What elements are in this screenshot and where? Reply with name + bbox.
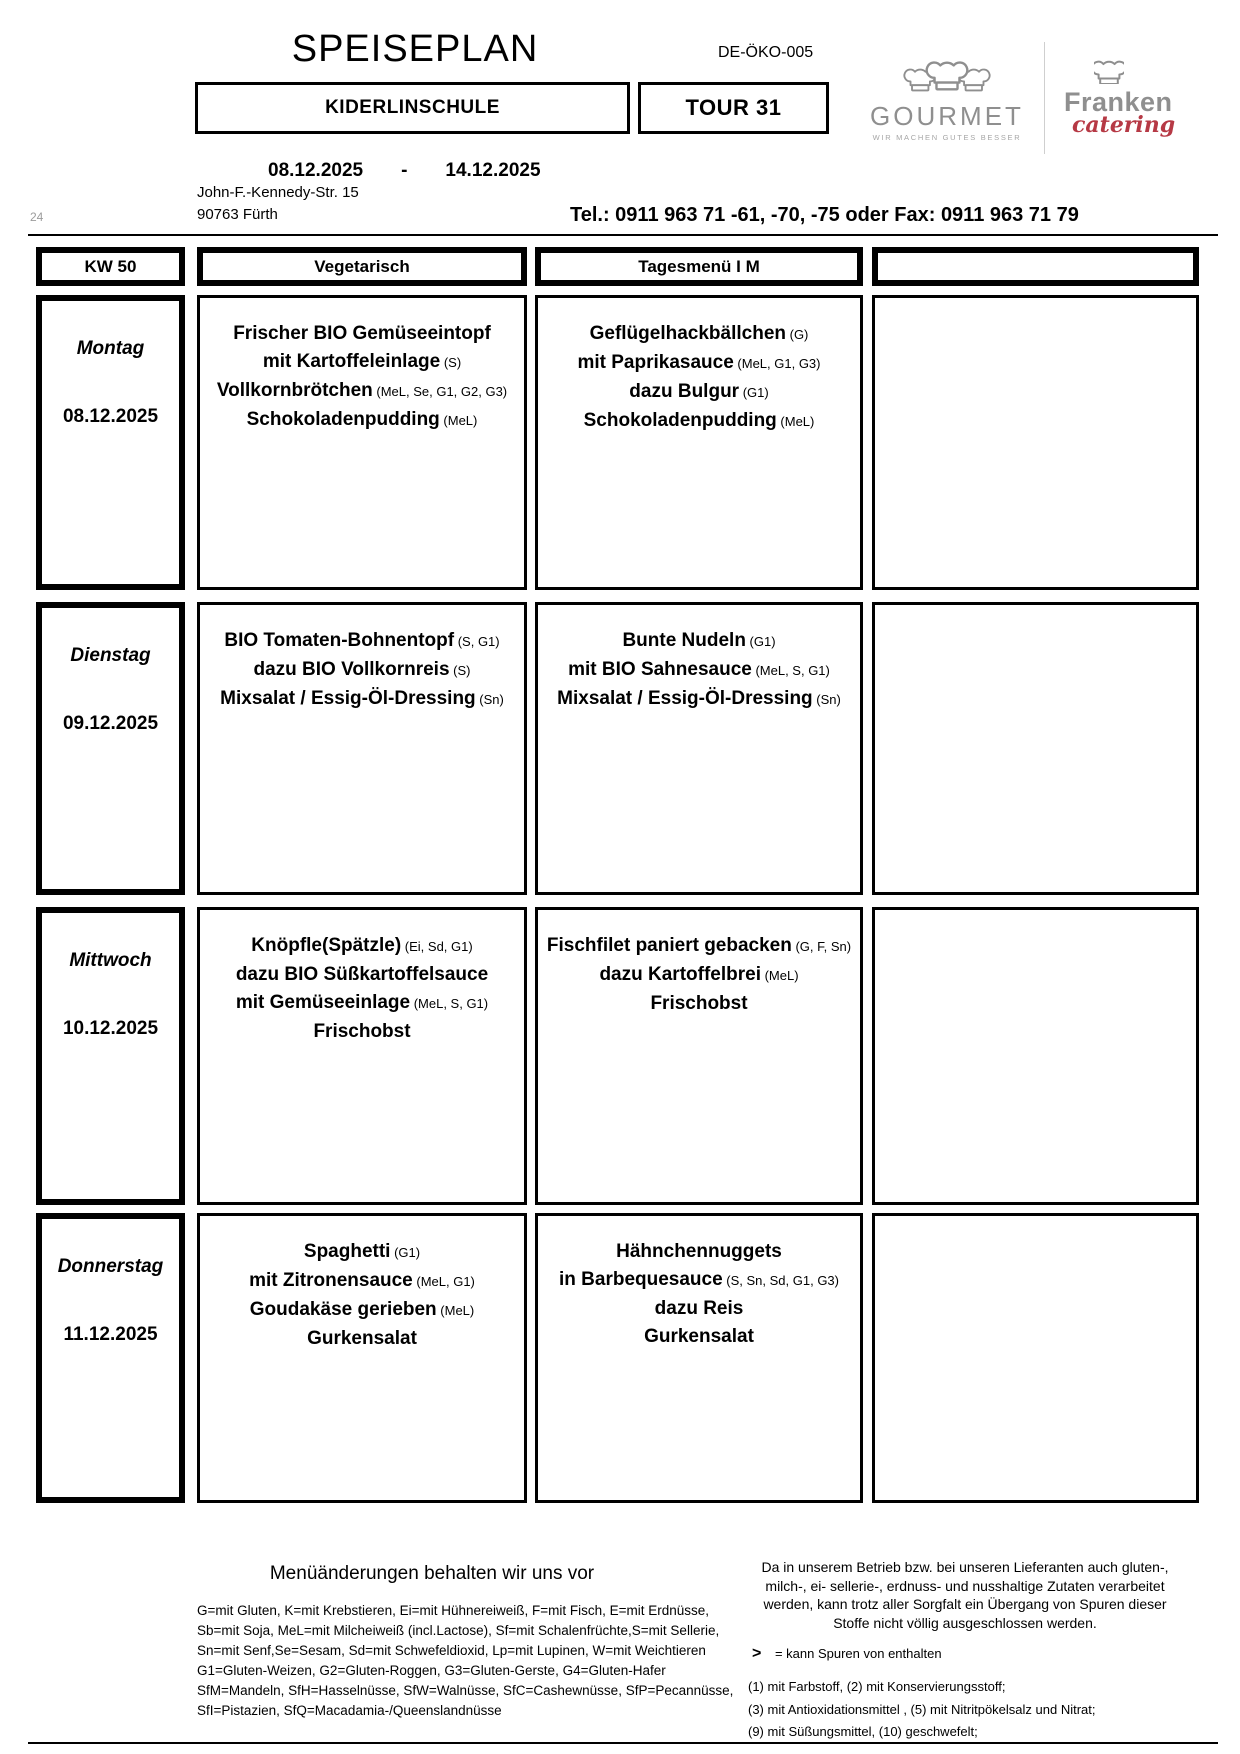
day-name: Mittwoch — [69, 950, 152, 971]
legend-line: G1=Gluten-Weizen, G2=Gluten-Roggen, G3=Gluten-Gerste, G4=Gluten-Hafer — [197, 1663, 666, 1678]
gourmet-tagline: WIR MACHEN GUTES BESSER — [872, 133, 1022, 142]
dish-text: dazu BIO Süßkartoffelsauce — [235, 964, 489, 985]
allergen-code: (G, F, Sn) — [791, 939, 852, 954]
catering-wordmark: catering — [1072, 112, 1176, 138]
dish-text: Goudakäse gerieben — [249, 1299, 437, 1320]
menu-line — [208, 348, 516, 377]
dish-text: Schokoladenpudding — [246, 409, 440, 430]
tagesmenu-cell — [535, 295, 863, 590]
tour-label: TOUR 31 — [685, 95, 782, 120]
dish-text: Gurkensalat — [307, 1328, 417, 1349]
trace-note-text: = kann Spuren von enthalten — [774, 1646, 942, 1661]
menu-line — [546, 627, 852, 656]
menu-line — [208, 1267, 516, 1296]
menu-line — [546, 320, 852, 349]
column-header-1: KW 50 — [36, 247, 185, 286]
dish-text: Knöpfle(Spätzle) — [251, 935, 402, 956]
dish-text: Geflügelhackbällchen — [589, 323, 786, 344]
gourmet-wordmark: GOURMET — [870, 101, 1024, 131]
tagesmenu-cell — [535, 602, 863, 895]
menu-line — [546, 1323, 852, 1351]
dish-text: Mixsalat / Essig-Öl-Dressing — [220, 688, 476, 709]
address-line2: 90763 Fürth — [197, 206, 278, 223]
day-name: Dienstag — [70, 645, 151, 666]
menu-line — [546, 378, 852, 407]
vegetarisch-cell — [197, 907, 527, 1205]
legend-line: SfI=Pistazien, SfQ=Macadamia-/Queenslandnüsse — [197, 1703, 502, 1718]
day-date: 09.12.2025 — [62, 713, 159, 734]
franken-wordmark: Franken — [1064, 87, 1173, 117]
column-header-2: Vegetarisch — [197, 247, 527, 286]
trace-note — [752, 1645, 942, 1663]
menu-line — [208, 1238, 516, 1267]
menu-line — [208, 406, 516, 435]
notice-line: Stoffe nicht völlig ausgeschlossen werden. — [833, 1614, 1097, 1631]
allergen-code: (G1) — [390, 1245, 421, 1260]
legend-line: Sn=mit Senf,Se=Sesam, Sd=mit Schwefeldioxid, Lp=mit Lupinen, W=mit Weichtieren — [197, 1643, 706, 1658]
allergen-code: (S) — [440, 355, 462, 370]
menu-line — [546, 961, 852, 990]
vegetarisch-cell — [197, 1213, 527, 1503]
vegetarisch-cell — [197, 602, 527, 895]
allergen-legend — [197, 1601, 733, 1721]
dish-text: mit Paprikasauce — [577, 352, 734, 373]
legend-line: Sb=mit Soja, MeL=mit Milcheiweiß (incl.Lactose), Sf=mit Schalenfrüchte,S=mit Sellerie, — [197, 1623, 720, 1638]
legend-line: G=mit Gluten, K=mit Krebstieren, Ei=mit Hühnereiweiß, F=mit Fisch, E=mit Erdnüsse, — [197, 1603, 710, 1618]
dish-text: dazu Kartoffelbrei — [599, 964, 761, 985]
additive-line: (3) mit Antioxidationsmittel , (5) mit Nitritpökelsalz und Nitrat; — [748, 1701, 1096, 1717]
allergen-code: (MeL) — [760, 968, 799, 983]
menu-changes-note: Menüänderungen behalten wir uns vor — [269, 1563, 595, 1584]
dish-text: Fischfilet paniert gebacken — [546, 935, 792, 956]
column-header-3: Tagesmenü I M — [535, 247, 863, 286]
dish-text: Spaghetti — [303, 1241, 391, 1262]
empty-cell — [872, 602, 1199, 895]
tagesmenu-cell — [535, 907, 863, 1205]
menu-line — [208, 377, 516, 406]
allergen-code: (MeL, Se, G1, G2, G3) — [372, 384, 508, 399]
menu-line — [546, 1238, 852, 1266]
dish-text: Frischer BIO Gemüseeintopf — [233, 323, 491, 344]
notice-line: Da in unserem Betrieb bzw. bei unseren Lieferanten auch gluten-, — [761, 1559, 1169, 1575]
dish-text: mit BIO Sahnesauce — [568, 659, 752, 680]
dish-text: dazu BIO Vollkornreis — [253, 659, 450, 680]
allergen-code: (G) — [786, 327, 809, 342]
menu-line — [208, 961, 516, 989]
allergen-code: (MeL, S, G1) — [410, 996, 489, 1011]
menu-line — [208, 932, 516, 961]
dish-text: mit Kartoffeleinlage — [262, 351, 441, 372]
additive-line: (9) mit Süßungsmittel, (10) geschwefelt; — [748, 1724, 978, 1739]
vegetarisch-cell — [197, 295, 527, 590]
allergen-code: (MeL, S, G1) — [751, 663, 830, 678]
dish-text: Frischobst — [313, 1021, 411, 1042]
dish-text: dazu Reis — [654, 1298, 744, 1319]
greater-than-icon: > — [752, 1645, 762, 1662]
day-cell — [36, 1213, 185, 1503]
additives-legend — [748, 1676, 1096, 1744]
dish-text: Schokoladenpudding — [583, 410, 777, 431]
eco-label: DE-ÖKO-005 — [718, 44, 814, 61]
menu-line — [208, 627, 516, 656]
allergen-code: (Sn) — [812, 692, 841, 707]
dish-text: Vollkornbrötchen — [216, 380, 373, 401]
allergen-code: (MeL) — [436, 1303, 475, 1318]
day-name: Montag — [76, 338, 145, 359]
dish-text: Hähnchennuggets — [616, 1241, 782, 1262]
page-number: 24 — [30, 210, 44, 224]
dish-text: mit Gemüseeinlage — [235, 992, 411, 1013]
allergen-code: (S) — [449, 663, 471, 678]
menu-line — [546, 685, 852, 714]
menu-line — [546, 656, 852, 685]
day-cell — [36, 295, 185, 590]
menu-line — [208, 685, 516, 714]
day-cell — [36, 907, 185, 1205]
dish-text: BIO Tomaten-Bohnentopf — [224, 630, 455, 651]
notice-line: milch-, ei- sellerie-, erdnuss- und nusshaltige Zutaten verarbeitet — [765, 1577, 1165, 1594]
menu-line — [546, 932, 852, 961]
allergen-code: (Ei, Sd, G1) — [401, 939, 473, 954]
school-name: KIDERLINSCHULE — [325, 97, 500, 118]
day-name: Donnerstag — [57, 1256, 164, 1277]
day-date: 08.12.2025 — [62, 406, 159, 427]
notice-line: werden, kann trotz aller Sorgfalt ein Übergang von Spuren dieser — [763, 1596, 1167, 1612]
allergen-code: (MeL, G1, G3) — [733, 356, 821, 371]
menu-line — [546, 990, 852, 1018]
additive-line: (1) mit Farbstoff, (2) mit Konservierungsstoff; — [748, 1679, 1006, 1694]
menu-line — [546, 1266, 852, 1295]
dish-text: Frischobst — [650, 993, 748, 1014]
menu-line — [208, 1296, 516, 1325]
empty-cell — [872, 295, 1199, 590]
page-title: SPEISEPLAN — [291, 28, 539, 70]
tagesmenu-cell — [535, 1213, 863, 1503]
menu-line — [208, 656, 516, 685]
allergen-code: (G1) — [745, 634, 776, 649]
legend-line: SfM=Mandeln, SfH=Hasselnüsse, SfW=Walnüsse, SfC=Cashewnüsse, SfP=Pecannüsse, — [197, 1683, 734, 1698]
dish-text: Bunte Nudeln — [622, 630, 746, 651]
allergen-code: (G1) — [739, 385, 769, 400]
menu-line — [208, 1018, 516, 1046]
address-line1: John-F.-Kennedy-Str. 15 — [197, 184, 359, 201]
allergen-code: (Sn) — [475, 692, 504, 707]
day-cell — [36, 602, 185, 895]
empty-cell — [872, 1213, 1199, 1503]
date-to: 14.12.2025 — [445, 160, 541, 181]
menu-line — [208, 320, 516, 348]
allergen-code: (MeL) — [439, 413, 478, 428]
day-date: 10.12.2025 — [62, 1018, 159, 1039]
menu-line — [546, 349, 852, 378]
allergen-code: (S, G1) — [454, 634, 500, 649]
allergen-code: (MeL, G1) — [412, 1274, 475, 1289]
menu-line — [208, 1325, 516, 1353]
date-from: 08.12.2025 — [268, 160, 364, 181]
menu-line — [546, 1295, 852, 1323]
phone-fax-line: Tel.: 0911 963 71 -61, -70, -75 oder Fax: 0911 963 71 79 — [570, 204, 1079, 226]
menu-line — [546, 407, 852, 436]
empty-cell — [872, 907, 1199, 1205]
allergen-code: (S, Sn, Sd, G1, G3) — [722, 1273, 839, 1288]
menu-line — [208, 989, 516, 1018]
date-separator: - — [401, 160, 408, 181]
day-date: 11.12.2025 — [63, 1324, 158, 1345]
dish-text: mit Zitronensauce — [249, 1270, 413, 1291]
dish-text: Gurkensalat — [644, 1326, 754, 1347]
allergen-code: (MeL) — [776, 414, 815, 429]
dish-text: Mixsalat / Essig-Öl-Dressing — [557, 688, 813, 709]
dish-text: in Barbequesauce — [559, 1269, 723, 1290]
dish-text: dazu Bulgur — [629, 381, 740, 402]
column-header-4 — [872, 247, 1199, 286]
traces-notice — [745, 1558, 1185, 1632]
